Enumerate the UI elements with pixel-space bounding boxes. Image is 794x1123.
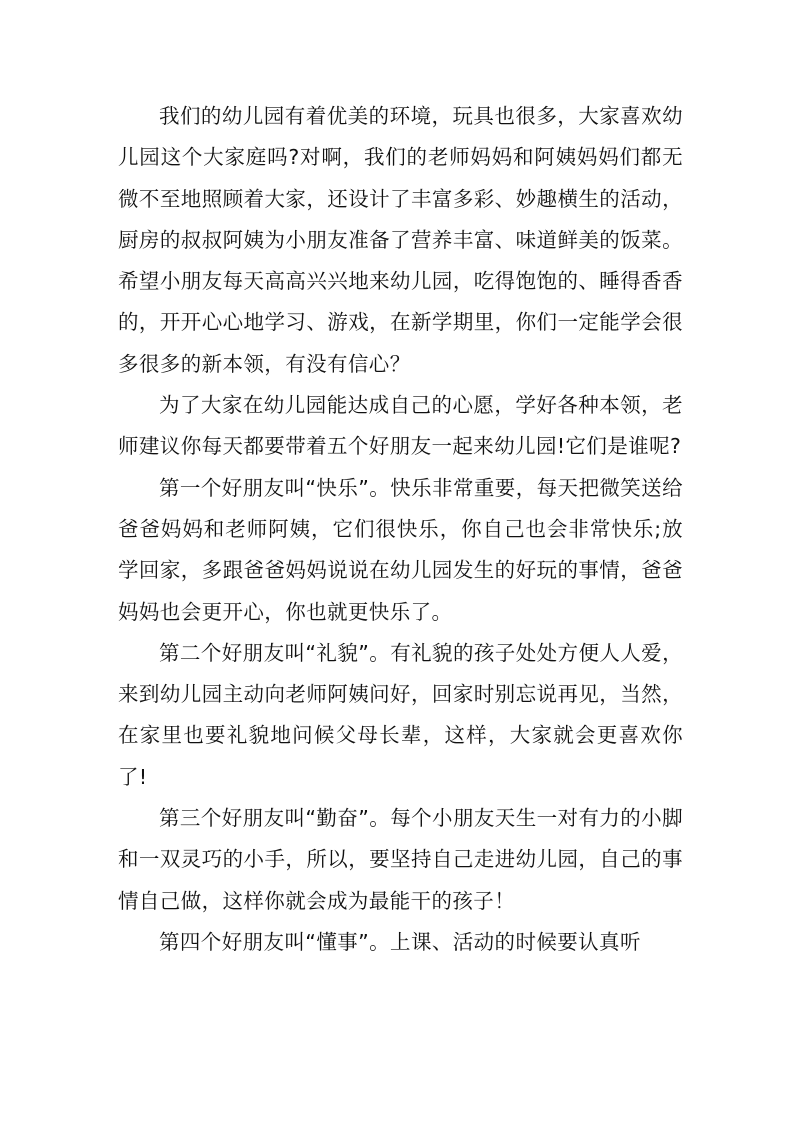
paragraph-friend-happiness: 第一个好朋友叫“快乐”。快乐非常重要，每天把微笑送给爸爸妈妈和老师阿姨，它们很快乐，你自己也会非常快乐;放学回家，多跟爸爸妈妈说说在幼儿园发生的好玩的事情，爸爸妈妈也会更开心，你也就更快乐了。	[118, 475, 683, 624]
paragraph-five-friends: 为了大家在幼儿园能达成自己的心愿，学好各种本领，老师建议你每天都要带着五个好朋友一起来幼儿园!它们是谁呢?	[118, 393, 683, 459]
paragraph-intro: 我们的幼儿园有着优美的环境，玩具也很多，大家喜欢幼儿园这个大家庭吗?对啊，我们的老师妈妈和阿姨妈妈们都无微不至地照顾着大家，还设计了丰富多彩、妙趣横生的活动，厨房的叔叔阿姨为小朋友准备了营养丰富、味道鲜美的饭菜。希望小朋友每天高高兴兴地来幼儿园，吃得饱饱的、睡得香香的，开开心心地学习、游戏，在新学期里，你们一定能学会很多很多的新本领，有没有信心？	[118, 104, 683, 376]
body-text	[118, 96, 683, 963]
paragraph-friend-diligence: 第三个好朋友叫“勤奋”。每个小朋友天生一对有力的小脚和一双灵巧的小手，所以，要坚持自己走进幼儿园，自己的事情自己做，这样你就会成为最能干的孩子！	[118, 806, 683, 913]
paragraph-friend-sensible: 第四个好朋友叫“懂事”。上课、活动的时候要认真听	[159, 929, 641, 954]
paragraph-friend-politeness: 第二个好朋友叫“礼貌”。有礼貌的孩子处处方便人人爱，来到幼儿园主动向老师阿姨问好，回家时别忘说再见，当然，在家里也要礼貌地问候父母长辈，这样，大家就会更喜欢你了!	[118, 640, 683, 789]
